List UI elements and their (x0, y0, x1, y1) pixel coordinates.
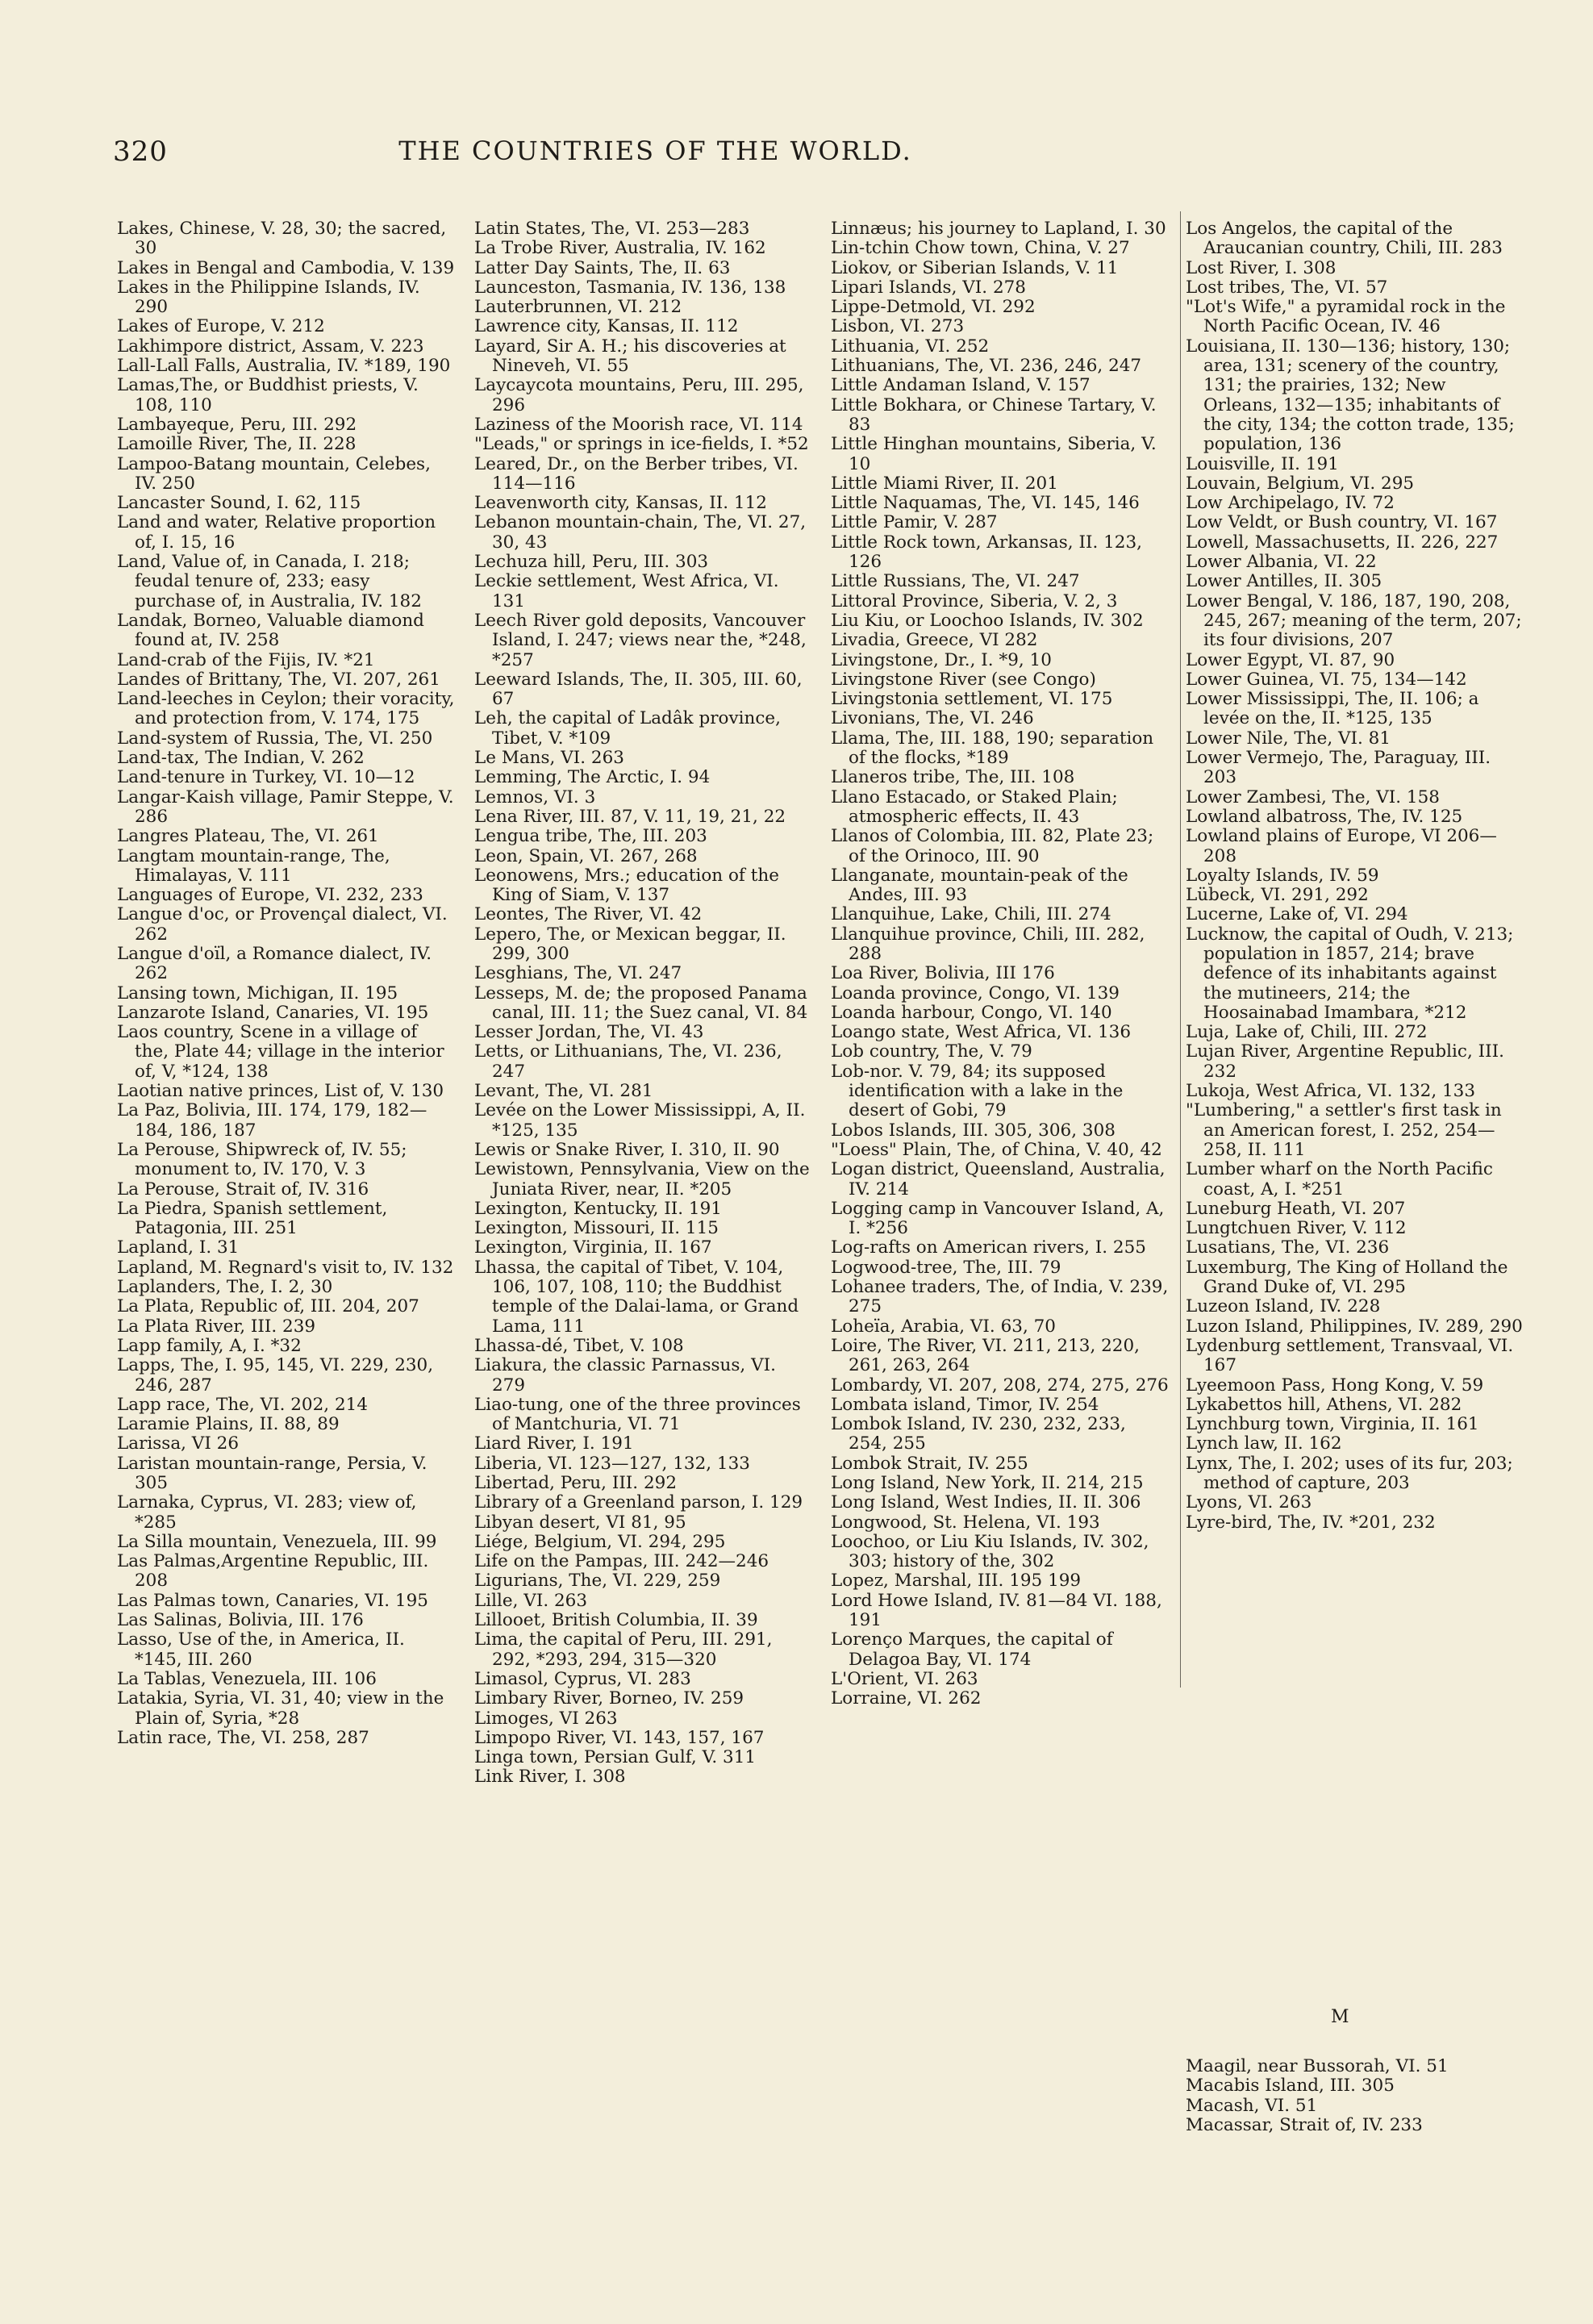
index-entry: Little Rock town, Arkansas, II. 123, 126 (831, 532, 1142, 573)
index-entry: Livingstone, Dr., I. *9, 10 (831, 649, 1052, 670)
index-entry: La Trobe River, Australia, IV. 162 (474, 238, 766, 259)
index-entry: Lipari Islands, VI. 278 (831, 277, 1026, 298)
index-entry: Lübeck, VI. 291, 292 (1186, 885, 1369, 906)
index-entry: Low Archipelago, IV. 72 (1186, 493, 1395, 514)
index-entry: Lord Howe Island, IV. 81—84 VI. 188, 191 (831, 1590, 1162, 1631)
index-entry: Lorenço Marques, the capital of Delagoa Bay, VI. 174 (831, 1629, 1113, 1670)
index-entry: Livingstonia settlement, VI. 175 (831, 689, 1113, 710)
index-entry: Lima, the capital of Peru, III. 291, 292, *293, 294, 315—320 (474, 1629, 773, 1670)
index-entry: Lewis or Snake River, I. 310, II. 90 (474, 1139, 780, 1160)
index-entry: Macabis Island, III. 305 (1186, 2076, 1395, 2097)
index-section-m (1186, 2057, 1524, 2135)
index-entry: Leavenworth city, Kansas, II. 112 (474, 493, 767, 514)
index-entry: Llanos of Colombia, III. 82, Plate 23; of the Orinoco, III. 90 (831, 826, 1154, 866)
index-entry: Leonowens, Mrs.; education of the King of Siam, V. 137 (474, 865, 779, 906)
index-entry: Lemnos, VI. 3 (474, 786, 596, 807)
index-entry: Louisville, II. 191 (1186, 453, 1339, 474)
index-column-3 (831, 219, 1170, 1709)
index-entry: Land-leeches in Ceylon; their voracity, and protection from, V. 174, 175 (117, 689, 455, 729)
index-entry: Libertad, Peru, III. 292 (474, 1473, 678, 1493)
index-entry: Latin States, The, VI. 253—283 (474, 219, 750, 239)
index-entry: Lauterbrunnen, VI. 212 (474, 297, 682, 318)
index-entry: Land, Value of, in Canada, I. 218; feudal tenure of, 233; easy purchase of, in Australia, IV. 182 (117, 552, 422, 611)
index-entry: Laplanders, The, I. 2, 30 (117, 1277, 333, 1298)
index-entry: La Silla mountain, Venezuela, III. 99 (117, 1531, 437, 1552)
index-entry: Lombok Island, IV. 230, 232, 233, 254, 255 (831, 1414, 1126, 1454)
index-column-2 (474, 219, 813, 1788)
index-entry: La Plata River, III. 239 (117, 1316, 316, 1337)
index-entry: Leeward Islands, The, II. 305, III. 60, 67 (474, 669, 803, 710)
index-entry: Lhassa-dé, Tibet, V. 108 (474, 1335, 684, 1356)
index-entry: Lewistown, Pennsylvania, View on the Juniata River, near, II. *205 (474, 1159, 810, 1200)
index-entry: Lancaster Sound, I. 62, 115 (117, 493, 361, 514)
index-entry: Landes of Brittany, The, VI. 207, 261 (117, 669, 440, 690)
index-entry: Limoges, VI 263 (474, 1708, 618, 1729)
index-entry: Lhassa, the capital of Tibet, V. 104, 106, 107, 108, 110; the Buddhist temple of the Dalai-lama, or Grand Lama, 111 (474, 1257, 799, 1337)
index-entry: Leech River gold deposits, Vancouver Island, I. 247; views near the, *248, *257 (474, 610, 807, 670)
index-entry: Little Bokhara, or Chinese Tartary, V. 83 (831, 394, 1157, 435)
index-entry: Lydenburg settlement, Transvaal, VI. 167 (1186, 1335, 1514, 1376)
index-entry: Lakes of Europe, V. 212 (117, 316, 325, 337)
index-entry: Lamas,The, or Buddhist priests, V. 108, 110 (117, 375, 419, 415)
index-entry: Las Salinas, Bolivia, III. 176 (117, 1610, 364, 1631)
index-entry: Latin race, The, VI. 258, 287 (117, 1727, 369, 1748)
index-entry: Leh, the capital of Ladâk province, Tibet, V. *109 (474, 708, 781, 749)
index-entry: Libyan desert, VI 81, 95 (474, 1512, 686, 1533)
index-entry: Little Naquamas, The, VI. 145, 146 (831, 493, 1140, 514)
index-entry: Life on the Pampas, III. 242—246 (474, 1551, 769, 1572)
index-entry: Lob country, The, V. 79 (831, 1041, 1032, 1062)
index-entry: Lusatians, The, VI. 236 (1186, 1237, 1390, 1258)
index-entry: Loochoo, or Liu Kiu Islands, IV. 302, 303; history of the, 302 (831, 1531, 1149, 1572)
index-entry: Livadia, Greece, VI 282 (831, 630, 1038, 651)
index-entry: Lynx, The, I. 202; uses of its fur, 203; method of capture, 203 (1186, 1453, 1513, 1493)
index-entry: "Leads," or springs in ice-fields, I. *52 (474, 434, 809, 455)
index-entry: Lapland, I. 31 (117, 1237, 240, 1258)
index-entry: Lithuanians, The, VI. 236, 246, 247 (831, 356, 1142, 377)
column-rule (1180, 211, 1181, 1688)
index-entry: Languages of Europe, VI. 232, 233 (117, 885, 423, 906)
index-entry: Lemming, The Arctic, I. 94 (474, 767, 711, 788)
index-entry: La Tablas, Venezuela, III. 106 (117, 1668, 377, 1689)
index-entry: Liakura, the classic Parnassus, VI. 279 (474, 1355, 776, 1396)
index-entry: Lepero, The, or Mexican beggar, II. 299, 300 (474, 924, 786, 964)
index-entry: Llano Estacado, or Staked Plain; atmospheric effects, II. 43 (831, 786, 1118, 827)
index-entry: Lanzarote Island, Canaries, VI. 195 (117, 1002, 429, 1023)
index-entry: Land-tax, The Indian, V. 262 (117, 748, 365, 769)
index-entry: Macassar, Strait of, IV. 233 (1186, 2114, 1423, 2135)
index-entry: Lorraine, VI. 262 (831, 1688, 982, 1709)
index-entry: Lobos Islands, III. 305, 306, 308 (831, 1120, 1116, 1141)
index-entry: Larnaka, Cyprus, VI. 283; view of, *285 (117, 1492, 417, 1533)
index-entry: Lombardy, VI. 207, 208, 274, 275, 276 (831, 1375, 1169, 1396)
index-entry: La Plata, Republic of, III. 204, 207 (117, 1296, 419, 1317)
index-entry: Library of a Greenland parson, I. 129 (474, 1492, 803, 1513)
index-entry: Lin-tchin Chow town, China, V. 27 (831, 238, 1130, 259)
index-entry: Lapland, M. Regnard's visit to, IV. 132 (117, 1257, 454, 1278)
index-entry: La Perouse, Shipwreck of, IV. 55; monument to, IV. 170, V. 3 (117, 1139, 407, 1180)
index-entry: Langue d'oc, or Provençal dialect, VI. 262 (117, 904, 448, 945)
page-number: 320 (113, 136, 168, 168)
index-entry: Lille, VI. 263 (474, 1590, 588, 1611)
index-entry: Lillooet, British Columbia, II. 39 (474, 1610, 758, 1631)
index-entry: Loango state, West Africa, VI. 136 (831, 1022, 1132, 1043)
index-entry: Lakes in Bengal and Cambodia, V. 139 (117, 257, 455, 278)
index-entry: Lesghians, The, VI. 247 (474, 963, 682, 984)
index-entry: Luzon Island, Philippines, IV. 289, 290 (1186, 1316, 1523, 1337)
index-entry: Launceston, Tasmania, IV. 136, 138 (474, 277, 786, 298)
index-entry: Llaneros tribe, The, III. 108 (831, 767, 1075, 788)
index-entry: Lakhimpore district, Assam, V. 223 (117, 336, 424, 357)
section-letter: M (1331, 2007, 1349, 2027)
index-entry: La Paz, Bolivia, III. 174, 179, 182—184, 186, 187 (117, 1100, 427, 1141)
index-entry: Lucknow, the capital of Oudh, V. 213; population in 1857, 214; brave defence of its inhabitants against the mutineers, 214; the Hoosainabad Imambara, *212 (1186, 924, 1514, 1023)
index-entry: Langtam mountain-range, The, Himalayas, V. 111 (117, 845, 390, 886)
index-entry: Laziness of the Moorish race, VI. 114 (474, 414, 803, 435)
index-entry: Lyons, VI. 263 (1186, 1492, 1312, 1513)
index-entry: Laramie Plains, II. 88, 89 (117, 1414, 340, 1435)
index-entry: Lapps, The, I. 95, 145, VI. 229, 230, 246, 287 (117, 1355, 434, 1396)
index-entry: Llanquihue province, Chili, III. 282, 288 (831, 924, 1145, 964)
index-entry: Lombok Strait, IV. 255 (831, 1453, 1028, 1474)
index-entry: Little Andaman Island, V. 157 (831, 375, 1090, 396)
index-entry: Lexington, Virginia, II. 167 (474, 1237, 712, 1258)
running-title: THE COUNTRIES OF THE WORLD. (398, 136, 912, 166)
index-entry: Loanda harbour, Congo, VI. 140 (831, 1002, 1112, 1023)
index-entry: Lujan River, Argentine Republic, III. 232 (1186, 1041, 1504, 1082)
index-entry: Lukoja, West Africa, VI. 132, 133 (1186, 1081, 1476, 1102)
index-entry: Livingstone River (see Congo) (831, 669, 1096, 690)
index-entry: Levée on the Lower Mississippi, A, II. *125, 135 (474, 1100, 806, 1141)
index-column-4 (1186, 219, 1524, 1533)
index-entry: Limasol, Cyprus, VI. 283 (474, 1668, 691, 1689)
index-entry: Lebanon mountain-chain, The, VI. 27, 30, 43 (474, 512, 807, 553)
index-entry: Liége, Belgium, VI. 294, 295 (474, 1531, 726, 1552)
index-entry: Liberia, VI. 123—127, 132, 133 (474, 1453, 750, 1474)
index-entry: "Lumbering," a settler's first task in an American forest, I. 252, 254—258, II. 111 (1186, 1100, 1502, 1160)
index-entry: Las Palmas town, Canaries, VI. 195 (117, 1590, 428, 1611)
index-entry: Lasso, Use of the, in America, II. *145, III. 260 (117, 1629, 405, 1670)
index-entry: Lombata island, Timor, IV. 254 (831, 1394, 1099, 1415)
index-entry: Letts, or Lithuanians, The, VI. 236, 247 (474, 1041, 782, 1082)
index-entry: Lengua tribe, The, III. 203 (474, 826, 707, 847)
index-entry: Linnæus; his journey to Lapland, I. 30 (831, 219, 1166, 239)
index-entry: Ligurians, The, VI. 229, 259 (474, 1571, 721, 1592)
index-entry: Lansing town, Michigan, II. 195 (117, 983, 398, 1003)
index-entry: Layard, Sir A. H.; his discoveries at Nineveh, VI. 55 (474, 336, 786, 377)
index-entry: Limpopo River, VI. 143, 157, 167 (474, 1727, 765, 1748)
index-entry: Lawrence city, Kansas, II. 112 (474, 316, 739, 337)
index-entry: Louisiana, II. 130—136; history, 130; area, 131; scenery of the country, 131; the prairies, 132; New Orleans, 132—135; inhabitants of the city, 134; the cotton trade, 135; population, 136 (1186, 336, 1515, 455)
index-entry: Lowell, Massachusetts, II. 226, 227 (1186, 532, 1499, 553)
index-entry: Llama, The, III. 188, 190; separation of the flocks, *189 (831, 728, 1154, 769)
index-entry: Luzeon Island, IV. 228 (1186, 1296, 1381, 1317)
index-entry: Lucerne, Lake of, VI. 294 (1186, 904, 1408, 925)
index-entry: Lower Bengal, V. 186, 187, 190, 208, 245, 267; meaning of the term, 207; its four divisions, 207 (1186, 590, 1522, 651)
index-entry: Maagil, near Bussorah, VI. 51 (1186, 2056, 1449, 2076)
index-entry: Luneburg Heath, VI. 207 (1186, 1198, 1406, 1219)
index-entry: Liu Kiu, or Loochoo Islands, IV. 302 (831, 610, 1144, 631)
index-entry: Lesser Jordan, The, VI. 43 (474, 1022, 704, 1043)
index-entry: Link River, I. 308 (474, 1767, 626, 1788)
index-entry: Longwood, St. Helena, VI. 193 (831, 1512, 1100, 1533)
index-entry: Lob-nor. V. 79, 84; its supposed identification with a lake in the desert of Gobi, 79 (831, 1061, 1124, 1121)
index-entry: Lena River, III. 87, V. 11, 19, 21, 22 (474, 806, 786, 827)
index-entry: Lampoo-Batang mountain, Celebes, IV. 250 (117, 453, 431, 494)
index-entry: Latter Day Saints, The, II. 63 (474, 257, 731, 278)
index-entry: Leontes, The River, VI. 42 (474, 904, 703, 925)
index-entry: Liokov, or Siberian Islands, V. 11 (831, 257, 1119, 278)
index-entry: Loire, The River, VI. 211, 213, 220, 261, 263, 264 (831, 1335, 1141, 1376)
index-entry: Lykabettos hill, Athens, VI. 282 (1186, 1394, 1462, 1415)
index-entry: Lynchburg town, Virginia, II. 161 (1186, 1414, 1479, 1435)
index-entry: Luxemburg, The King of Holland the Grand Duke of, VI. 295 (1186, 1257, 1508, 1298)
index-entry: Lesseps, M. de; the proposed Panama canal, III. 11; the Suez canal, VI. 84 (474, 983, 808, 1023)
index-entry: Laristan mountain-range, Persia, V. 305 (117, 1453, 427, 1493)
index-entry: Leckie settlement, West Africa, VI. 131 (474, 571, 779, 611)
index-entry: Loa River, Bolivia, III 176 (831, 963, 1055, 984)
index-entry: Liao-tung, one of the three provinces of Mantchuria, VI. 71 (474, 1394, 801, 1435)
index-entry: Little Hinghan mountains, Siberia, V. 10 (831, 434, 1157, 474)
index-entry: Little Miami River, II. 201 (831, 473, 1058, 494)
index-entry: Lower Mississippi, The, II. 106; a levée on the, II. *125, 135 (1186, 689, 1479, 729)
index-entry: Lechuza hill, Peru, III. 303 (474, 552, 709, 573)
index-entry: Lower Egypt, VI. 87, 90 (1186, 649, 1395, 670)
index-entry: Macash, VI. 51 (1186, 2095, 1318, 2116)
index-entry: "Loess" Plain, The, of China, V. 40, 42 (831, 1139, 1162, 1160)
index-entry: Lambayeque, Peru, III. 292 (117, 414, 357, 435)
index-entry: Langres Plateau, The, VI. 261 (117, 826, 379, 847)
index-entry: Lower Nile, The, VI. 81 (1186, 728, 1391, 749)
index-entry: Lopez, Marshal, III. 195 199 (831, 1571, 1082, 1592)
index-entry: Long Island, New York, II. 214, 215 (831, 1473, 1144, 1493)
index-entry: Little Russians, The, VI. 247 (831, 571, 1080, 592)
index-entry: Lexington, Kentucky, II. 191 (474, 1198, 722, 1219)
index-entry: Livonians, The, VI. 246 (831, 708, 1034, 729)
index-entry: Land-system of Russia, The, VI. 250 (117, 728, 433, 749)
index-entry: Lakes, Chinese, V. 28, 30; the sacred, 30 (117, 219, 447, 259)
index-entry: Limbary River, Borneo, IV. 259 (474, 1688, 744, 1709)
index-entry: Low Veldt, or Bush country, VI. 167 (1186, 512, 1498, 533)
index-entry: Logging camp in Vancouver Island, A, I. *256 (831, 1198, 1165, 1239)
index-entry: Lamoille River, The, II. 228 (117, 434, 357, 455)
index-entry: Liard River, I. 191 (474, 1433, 634, 1454)
index-entry: Lumber wharf on the North Pacific coast, A, I. *251 (1186, 1159, 1493, 1200)
index-entry: Lakes in the Philippine Islands, IV. 290 (117, 277, 420, 318)
index-entry: Laycaycota mountains, Peru, III. 295, 296 (474, 375, 804, 415)
index-entry: Los Angelos, the capital of the Araucanian country, Chili, III. 283 (1186, 219, 1503, 259)
index-entry: Little Pamir, V. 287 (831, 512, 998, 533)
index-entry: Llanganate, mountain-peak of the Andes, III. 93 (831, 865, 1128, 906)
index-entry: Langar-Kaish village, Pamir Steppe, V. 286 (117, 786, 454, 827)
index-entry: Leared, Dr., on the Berber tribes, VI. 114—116 (474, 453, 799, 494)
index-entry: Land and water, Relative proportion of, I. 15, 16 (117, 512, 436, 553)
index-entry: Llanquihue, Lake, Chili, III. 274 (831, 904, 1111, 925)
index-entry: Laotian native princes, List of, V. 130 (117, 1081, 444, 1102)
index-entry: Land-tenure in Turkey, VI. 10—12 (117, 767, 415, 788)
index-entry: Lohanee traders, The, of India, V. 239, 275 (831, 1277, 1169, 1317)
index-entry: Louvain, Belgium, VI. 295 (1186, 473, 1415, 494)
index-entry: La Piedra, Spanish settlement, Patagonia, III. 251 (117, 1198, 388, 1239)
index-entry: Loyalty Islands, IV. 59 (1186, 865, 1379, 886)
index-entry: Lynch law, II. 162 (1186, 1433, 1342, 1454)
index-entry: Lapp family, A, I. *32 (117, 1335, 302, 1356)
index-entry: Leon, Spain, VI. 267, 268 (474, 845, 698, 866)
index-entry: Lapp race, The, VI. 202, 214 (117, 1394, 368, 1415)
index-entry: Lippe-Detmold, VI. 292 (831, 297, 1036, 318)
index-entry: La Perouse, Strait of, IV. 316 (117, 1179, 369, 1200)
index-entry: Langue d'oïl, a Romance dialect, IV. 262 (117, 943, 432, 984)
index-entry: Lexington, Missouri, II. 115 (474, 1218, 719, 1239)
index-entry: Landak, Borneo, Valuable diamond found at, IV. 258 (117, 610, 424, 651)
index-entry: Las Palmas,Argentine Republic, III. 208 (117, 1551, 429, 1592)
index-entry: Lisbon, VI. 273 (831, 316, 965, 337)
index-entry: Le Mans, VI. 263 (474, 748, 624, 769)
index-entry: Lithuania, VI. 252 (831, 336, 990, 357)
index-entry: Laos country, Scene in a village of the, Plate 44; village in the interior of, V, *124, 138 (117, 1022, 444, 1082)
index-entry: Luja, Lake of, Chili, III. 272 (1186, 1022, 1428, 1043)
index-entry: Logwood-tree, The, III. 79 (831, 1257, 1061, 1278)
index-entry: Loanda province, Congo, VI. 139 (831, 983, 1120, 1003)
index-entry: Larissa, VI 26 (117, 1433, 240, 1454)
index-entry: Land-crab of the Fijis, IV. *21 (117, 649, 375, 670)
index-entry: Littoral Province, Siberia, V. 2, 3 (831, 590, 1118, 611)
index-entry: Lungtchuen River, V. 112 (1186, 1218, 1407, 1239)
index-entry: Lall-Lall Falls, Australia, IV. *189, 190 (117, 356, 451, 377)
index-entry: Lower Guinea, VI. 75, 134—142 (1186, 669, 1467, 690)
index-entry: Latakia, Syria, VI. 31, 40; view in the Plain of, Syria, *28 (117, 1688, 444, 1729)
page-header (113, 136, 1533, 168)
index-entry: Lower Albania, VI. 22 (1186, 552, 1377, 573)
index-entry: Lower Antilles, II. 305 (1186, 571, 1382, 592)
index-entry: Lyre-bird, The, IV. *201, 232 (1186, 1512, 1436, 1533)
index-entry: Lyeemoon Pass, Hong Kong, V. 59 (1186, 1375, 1484, 1396)
index-entry: Lost tribes, The, VI. 57 (1186, 277, 1388, 298)
index-entry: L'Orient, VI. 263 (831, 1668, 978, 1689)
index-entry: Long Island, West Indies, II. II. 306 (831, 1492, 1141, 1513)
index-entry: Lowland albatross, The, IV. 125 (1186, 806, 1463, 827)
index-entry: "Lot's Wife," a pyramidal rock in the North Pacific Ocean, IV. 46 (1186, 297, 1506, 337)
index-column-1 (117, 219, 456, 1748)
index-entry: Loheïa, Arabia, VI. 63, 70 (831, 1316, 1056, 1337)
index-entry: Logan district, Queensland, Australia, IV. 214 (831, 1159, 1166, 1200)
index-entry: Lower Zambesi, The, VI. 158 (1186, 786, 1440, 807)
index-entry: Lowland plains of Europe, VI 206—208 (1186, 826, 1497, 866)
index-entry: Linga town, Persian Gulf, V. 311 (474, 1747, 757, 1768)
index-entry: Lower Vermejo, The, Paraguay, III. 203 (1186, 748, 1491, 788)
index-entry: Levant, The, VI. 281 (474, 1081, 653, 1102)
index-entry: Lost River, I. 308 (1186, 257, 1337, 278)
index-entry: Log-rafts on American rivers, I. 255 (831, 1237, 1146, 1258)
